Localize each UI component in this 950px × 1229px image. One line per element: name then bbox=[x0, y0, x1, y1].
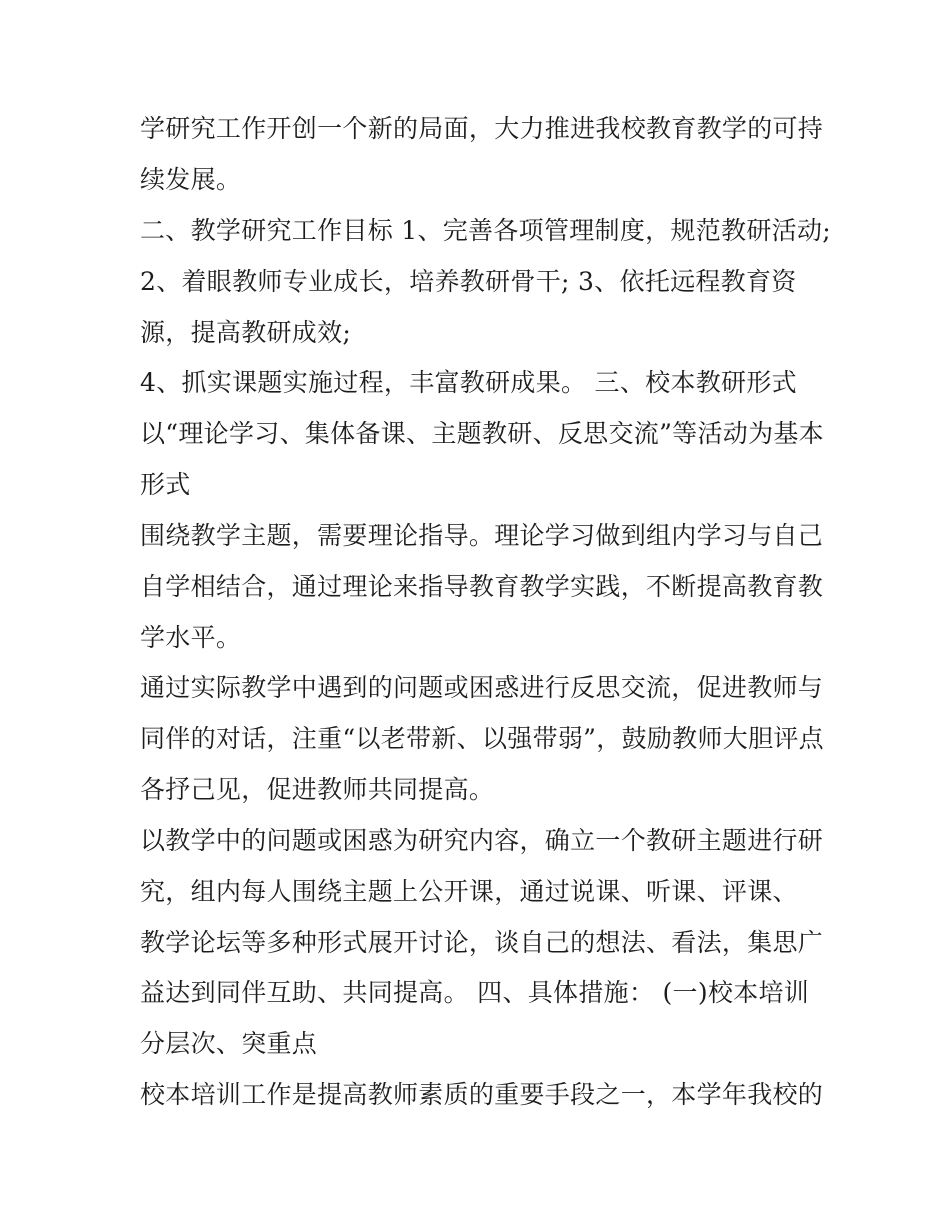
text-line: 形式 bbox=[140, 470, 191, 499]
text-line: 以教学中的问题或困惑为研究内容，确立一个教研主题进行研 bbox=[140, 826, 824, 855]
text-line: 学研究工作开创一个新的局面，大力推进我校教育教学的可持 bbox=[140, 114, 824, 143]
text-line: 究，组内每人围绕主题上公开课，通过说课、听课、评课、 bbox=[140, 877, 798, 906]
text-line: 校本培训工作是提高教师素质的重要手段之一，本学年我校的 bbox=[140, 1080, 824, 1109]
text-line: 以“理论学习、集体备课、主题教研、反思交流”等活动为基本 bbox=[140, 419, 824, 448]
text-line: 续发展。 bbox=[140, 165, 242, 194]
text-line: 2、着眼教师专业成长，培养教研骨干; 3、依托远程教育资 bbox=[140, 267, 797, 296]
text-line: 学水平。 bbox=[140, 623, 242, 652]
text-line: 通过实际教学中遇到的问题或困惑进行反思交流，促进教师与 bbox=[140, 673, 824, 702]
text-line: 各抒己见，促进教师共同提高。 bbox=[140, 775, 495, 804]
text-line: 围绕教学主题，需要理论指导。理论学习做到组内学习与自己 bbox=[140, 521, 824, 550]
text-line: 益达到同伴互助、共同提高。 四、具体措施： (一)校本培训 bbox=[140, 978, 810, 1007]
text-line: 4、抓实课题实施过程，丰富教研成果。 三、校本教研形式 bbox=[140, 368, 797, 397]
text-line: 二、教学研究工作目标 1、完善各项管理制度，规范教研活动; bbox=[140, 216, 831, 245]
text-line: 源，提高教研成效; bbox=[140, 318, 352, 347]
text-line: 自学相结合，通过理论来指导教育教学实践，不断提高教育教 bbox=[140, 572, 824, 601]
text-line: 教学论坛等多种形式展开讨论，谈自己的想法、看法，集思广 bbox=[140, 928, 824, 957]
text-line: 同伴的对话，注重“以老带新、以强带弱”，鼓励教师大胆评点 bbox=[140, 724, 824, 753]
text-line: 分层次、突重点 bbox=[140, 1029, 318, 1058]
